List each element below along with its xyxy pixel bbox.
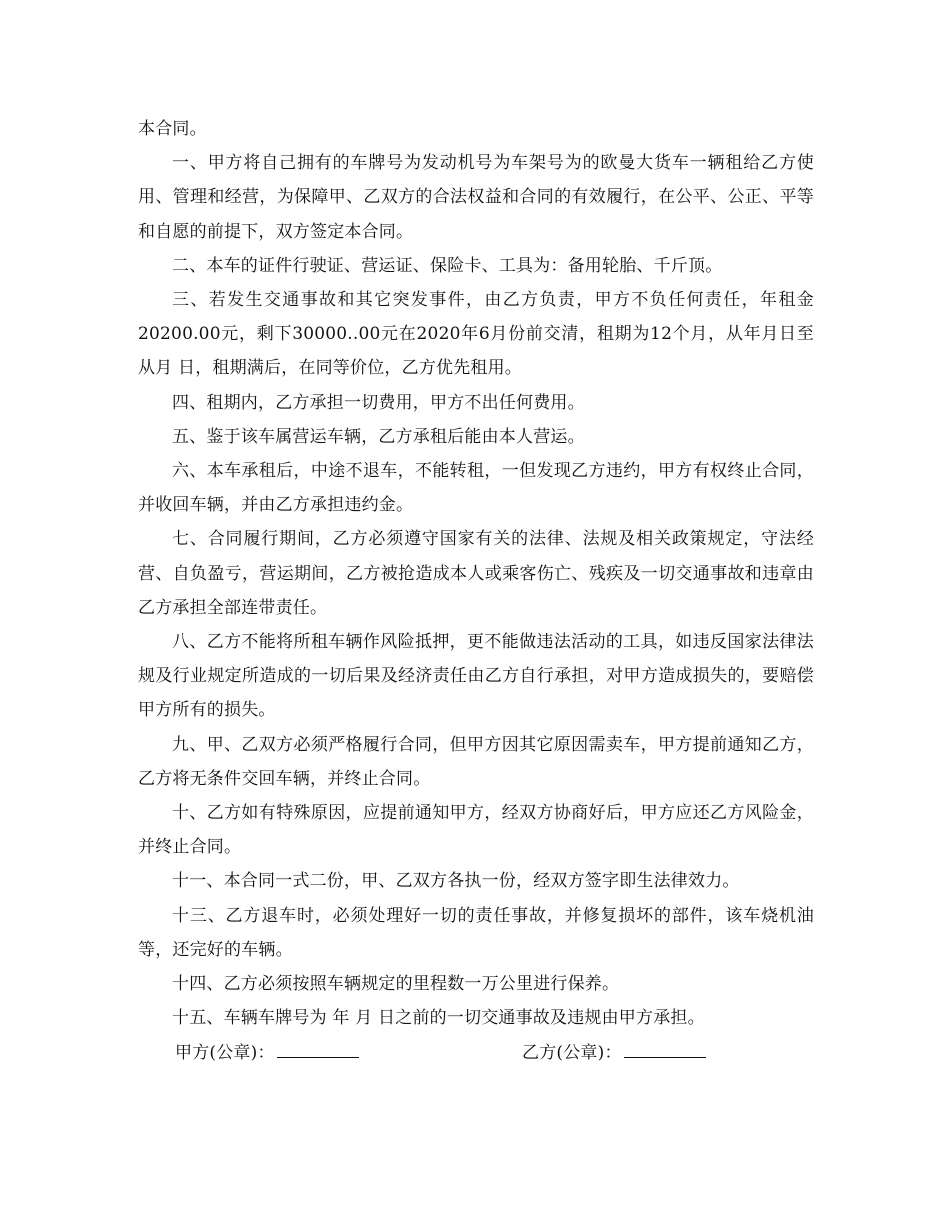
clause-8: 八、乙方不能将所租车辆作风险抵押，更不能做违法活动的工具，如违反国家法律法规及行业规定所造成的一切后果及经济责任由乙方自行承担，对甲方造成损失的，要赔偿甲方所有的损失。 bbox=[138, 632, 814, 721]
clause-3: 三、若发生交通事故和其它突发事件，由乙方负责，甲方不负任何责任，年租金20200.00元，剩下30000..00元在2020年6月份前交清，租期为12个月，从年月日至从月 日，租期满后，在同等价位，乙方优先租用。 bbox=[138, 290, 814, 379]
clause-1: 一、甲方将自己拥有的车牌号为发动机号为车架号为的欧曼大货车一辆租给乙方使用、管理和经营，为保障甲、乙双方的合法权益和合同的有效履行，在公平、公正、平等和自愿的前提下，双方签定本合同。 bbox=[138, 153, 814, 242]
party-b-signature-line[interactable] bbox=[624, 1035, 706, 1058]
clause-9: 九、甲、乙双方必须严格履行合同，但甲方因其它原因需卖车，甲方提前通知乙方，乙方将无条件交回车辆，并终止合同。 bbox=[138, 734, 814, 789]
clause-14: 十四、乙方必须按照车辆规定的里程数一万公里进行保养。 bbox=[172, 974, 620, 995]
party-a-signature bbox=[175, 1035, 359, 1070]
paragraph-intro-tail: 本合同。 bbox=[138, 119, 207, 139]
clause-7: 七、合同履行期间，乙方必须遵守国家有关的法律、法规及相关政策规定，守法经营、自负盈亏，营运期间，乙方被抢造成本人或乘客伤亡、残疾及一切交通事故和违章由乙方承担全部连带责任。 bbox=[138, 529, 814, 618]
clause-15: 十五、车辆车牌号为 年 月 日之前的一切交通事故及违规由甲方承担。 bbox=[172, 1008, 705, 1029]
clause-10: 十、乙方如有特殊原因，应提前通知甲方，经双方协商好后，甲方应还乙方风险金，并终止合同。 bbox=[138, 803, 814, 858]
clause-5: 五、鉴于该车属营运车辆，乙方承租后能由本人营运。 bbox=[172, 426, 585, 447]
clause-4: 四、租期内，乙方承担一切费用，甲方不出任何费用。 bbox=[172, 392, 585, 413]
contract-body bbox=[138, 112, 814, 1069]
signature-row bbox=[138, 1035, 814, 1069]
clause-11: 十一、本合同一式二份，甲、乙双方各执一份，经双方签字即生法律效力。 bbox=[172, 871, 740, 892]
party-b-signature bbox=[522, 1035, 706, 1070]
party-b-label: 乙方(公章)： bbox=[522, 1043, 622, 1064]
party-a-label: 甲方(公章)： bbox=[175, 1043, 275, 1064]
clause-6: 六、本车承租后，中途不退车，不能转租，一但发现乙方违约，甲方有权终止合同，并收回车辆，并由乙方承担违约金。 bbox=[138, 461, 814, 516]
clause-13: 十三、乙方退车时，必须处理好一切的责任事故，并修复损坏的部件，该车烧机油等，还完好的车辆。 bbox=[138, 905, 814, 960]
party-a-signature-line[interactable] bbox=[277, 1035, 359, 1058]
clause-2: 二、本车的证件行驶证、营运证、保险卡、工具为：备用轮胎、千斤顶。 bbox=[172, 255, 723, 276]
